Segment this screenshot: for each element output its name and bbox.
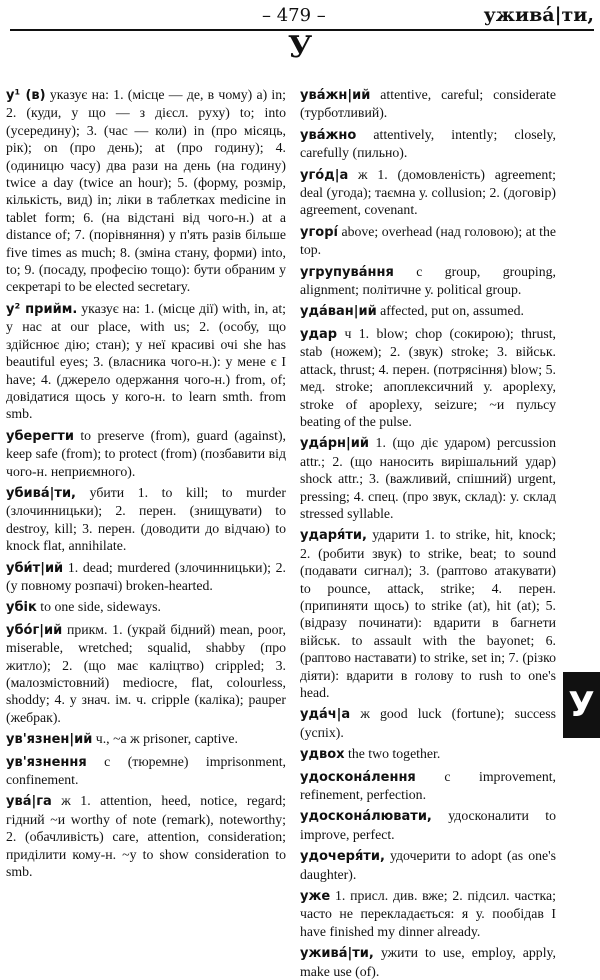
dictionary-entry	[300, 166, 556, 219]
entry-text: to preserve (from), guard (against), keep safe (from); to protect (from) (позбавити від чого-н. неприємного).	[6, 427, 286, 479]
entry-text: ч., ~а ж prisoner, captive.	[95, 731, 238, 747]
section-letter: У	[287, 30, 313, 65]
dictionary-entry	[300, 705, 556, 741]
entry-text: 1. dead; murdered (злочинницьки); 2. (у повному розпачі) broken-hearted.	[6, 559, 286, 593]
entry-headword: ув'язнен|ий	[6, 732, 93, 748]
entry-text: attentively, intently; closely, carefully (пильно).	[300, 126, 556, 161]
entry-text: ж 1. (домовленість) agreement; deal (угода); таємна у. collusion; 2. (договір) agreement, covenant.	[300, 166, 556, 218]
entry-text: ужити to use, employ, apply, make use (of).	[300, 945, 556, 979]
entry-headword: удáч|а	[300, 707, 351, 723]
entry-text: ж good luck (fortune); success (успіх).	[300, 706, 556, 740]
entry-headword: удáрн|ий	[300, 436, 369, 452]
dictionary-entry	[6, 621, 286, 726]
left-column	[6, 86, 286, 948]
dictionary-entry	[6, 484, 286, 555]
entry-text: указує на: 1. (місце — де, в чому) a) in; 2. (куди, у що — з дієсл. руху) to; into (усередину); 3. (час — коли) in (про місяць, рік); on (про день); at (про годину); 4. (одиницю часу) два рази на день (на годину) twice a day (twice an hour); 5. (форму, розмір, кількість, вид) in; ліки в таблетках medicine in tablet form; 6. (на відстані від чого-н.) at a distance of; 7. (порівняння) у п'ять разів більше five times as much; 8. (зміна стану, форми) into, to; 9. (посаду, професію тощо): бути обраним у секретарі to be elected secretary.	[6, 87, 286, 295]
dictionary-entry	[300, 325, 556, 430]
entry-headword: увáжн|ий	[300, 88, 371, 103]
entry-headword: убивá|ти,	[6, 485, 76, 501]
entry-text: above; overhead (над головою); at the top.	[300, 223, 556, 258]
entry-headword: удáван|ий	[300, 304, 377, 320]
entry-text: удосконалити to improve, perfect.	[300, 808, 557, 842]
dictionary-entry	[300, 847, 556, 883]
entry-text: attentive, careful; considerate (турботливий).	[300, 87, 557, 121]
dictionary-entry	[6, 559, 286, 595]
entry-text: ударити 1. to strike, hit, knock; 2. (робити звук) to strike, beat; to sound (подавати сигнал); 3. (раптово атакувати) to pounce, attack, strike; 4. перен. (припиняти щось) to strike (at), hit (at); 5. (відразу починати): вдарити в багнети військ. to assault with the bayonet; 6. (раптово наставати) to strike, set in; 7. (різко діяти): вдарити в голову to rush to one's head.	[300, 527, 556, 700]
entry-headword: у¹ (в)	[6, 88, 46, 103]
entry-headword: у² прийм.	[6, 301, 78, 317]
entry-headword: увáжно	[300, 127, 357, 143]
entry-headword: уго́д|а	[300, 167, 349, 183]
entry-text: с (тюремне) imprisonment, confinement.	[6, 753, 287, 788]
dictionary-entry	[300, 807, 556, 843]
entry-text: to one side, sideways.	[40, 599, 161, 615]
entry-text: с improvement, refinement, perfection.	[300, 768, 557, 803]
entry-text: ч 1. blow; chop (сокирою); thrust, stab (ножем); 2. (звук) stroke; 3. військ. attack, thrust; 4. перен. (потрясіння) blow; 5. мед. stroke; апоплексичний у. apoplexy, stroke of apoplexy, seizure; ~и пульсу beating of the pulse.	[300, 325, 557, 429]
entry-text: указує на: 1. (місце дії) with, in, at; у нас at our place, with us; 2. (особу, що здійснює дію; стан); у неї красиві очі she has beautiful eyes; 3. (власника чого-н.): у мене є I have; 4. (джерело одержання чого-н.) from, of; довідатися щось у кого-н. to learn smth. from smb.	[6, 300, 287, 422]
entry-text: ж 1. attention, heed, notice, regard; гідний ~и worthy of note (remark), noteworthy; 2. (обачливість) care, attention, consideration; приділити кому-н. ~у to show consideration to smb.	[6, 793, 286, 880]
dictionary-entry	[300, 745, 556, 763]
entry-text: 1. (що діє ударом) percussion attr.; 2. (що наносить вирішальний удар) shock attr.; 3. (важливий, спішний) urgent, pressing; 4. спец. (про звук, склад): у. склад stressed syllable.	[300, 435, 556, 521]
dictionary-entry	[6, 598, 286, 616]
entry-headword: увá|га	[6, 794, 52, 810]
entry-text: с group, grouping, alignment; політичне у. political group.	[300, 263, 556, 298]
dictionary-entry	[6, 753, 286, 789]
entry-headword: удвох	[300, 747, 345, 763]
entry-headword: удосконáлення	[300, 769, 416, 785]
running-head: уживá|ти,	[483, 4, 594, 26]
dictionary-entry	[300, 263, 556, 299]
entry-headword: уживá|ти,	[300, 946, 374, 962]
page-header	[0, 2, 600, 28]
entry-text: the two together.	[347, 746, 441, 762]
entry-text: прикм. 1. (украй бідний) mean, poor, miserable, wretched; squalid, shabby (про житло); 2. (що має каліцтво) crippled; 3. (малозмістовний) mediocre, flat, colourless, shoddy; 4. у знач. ім. ч. cripple (каліка); pauper (жебрак).	[6, 621, 286, 725]
entry-text: affected, put on, assumed.	[380, 303, 524, 319]
right-column	[300, 86, 557, 979]
entry-text: убити 1. to kill; to murder (злочинницьки); 2. перен. (знищувати) to destroy, kill; 3. перен. (доводити до відчаю) to knock flat, annihilate.	[6, 484, 287, 554]
entry-headword: ударя́ти,	[300, 528, 367, 544]
thumb-index-tab: У	[563, 672, 600, 738]
dictionary-entry	[300, 944, 556, 980]
dictionary-entry	[300, 526, 556, 701]
entry-headword: уби́т|ий	[6, 560, 64, 576]
dictionary-entry	[300, 434, 556, 522]
entry-headword: уже	[300, 889, 331, 905]
dictionary-entry	[300, 126, 556, 162]
entry-headword: убо́г|ий	[6, 622, 63, 638]
dictionary-entry	[300, 86, 556, 122]
entry-headword: удар	[300, 326, 338, 342]
entry-headword: уберегти	[6, 428, 74, 444]
dictionary-entry	[300, 768, 556, 804]
dictionary-entry	[6, 300, 286, 423]
dictionary-entry	[6, 427, 286, 480]
entry-headword: удочеря́ти,	[300, 849, 385, 865]
dictionary-entry	[6, 730, 286, 748]
dictionary-entry	[300, 223, 556, 259]
dictionary-entry	[300, 302, 556, 320]
entry-headword: удосконáлювати,	[300, 809, 432, 825]
dictionary-entry	[300, 887, 556, 940]
dictionary-entry	[6, 86, 286, 296]
page-number: – 479 –	[262, 5, 326, 26]
dictionary-entry	[6, 792, 286, 880]
entry-text: удочерити to adopt (as one's daughter).	[300, 848, 556, 882]
entry-text: 1. присл. див. вже; 2. підсил. частка; часто не перекладається: я у. пообідав I have finished my dinner already.	[300, 888, 556, 939]
entry-headword: угорі́	[300, 224, 338, 240]
entry-headword: ув'язнення	[6, 754, 87, 770]
entry-headword: угрупувáння	[300, 264, 394, 280]
entry-headword: убік	[6, 600, 37, 616]
